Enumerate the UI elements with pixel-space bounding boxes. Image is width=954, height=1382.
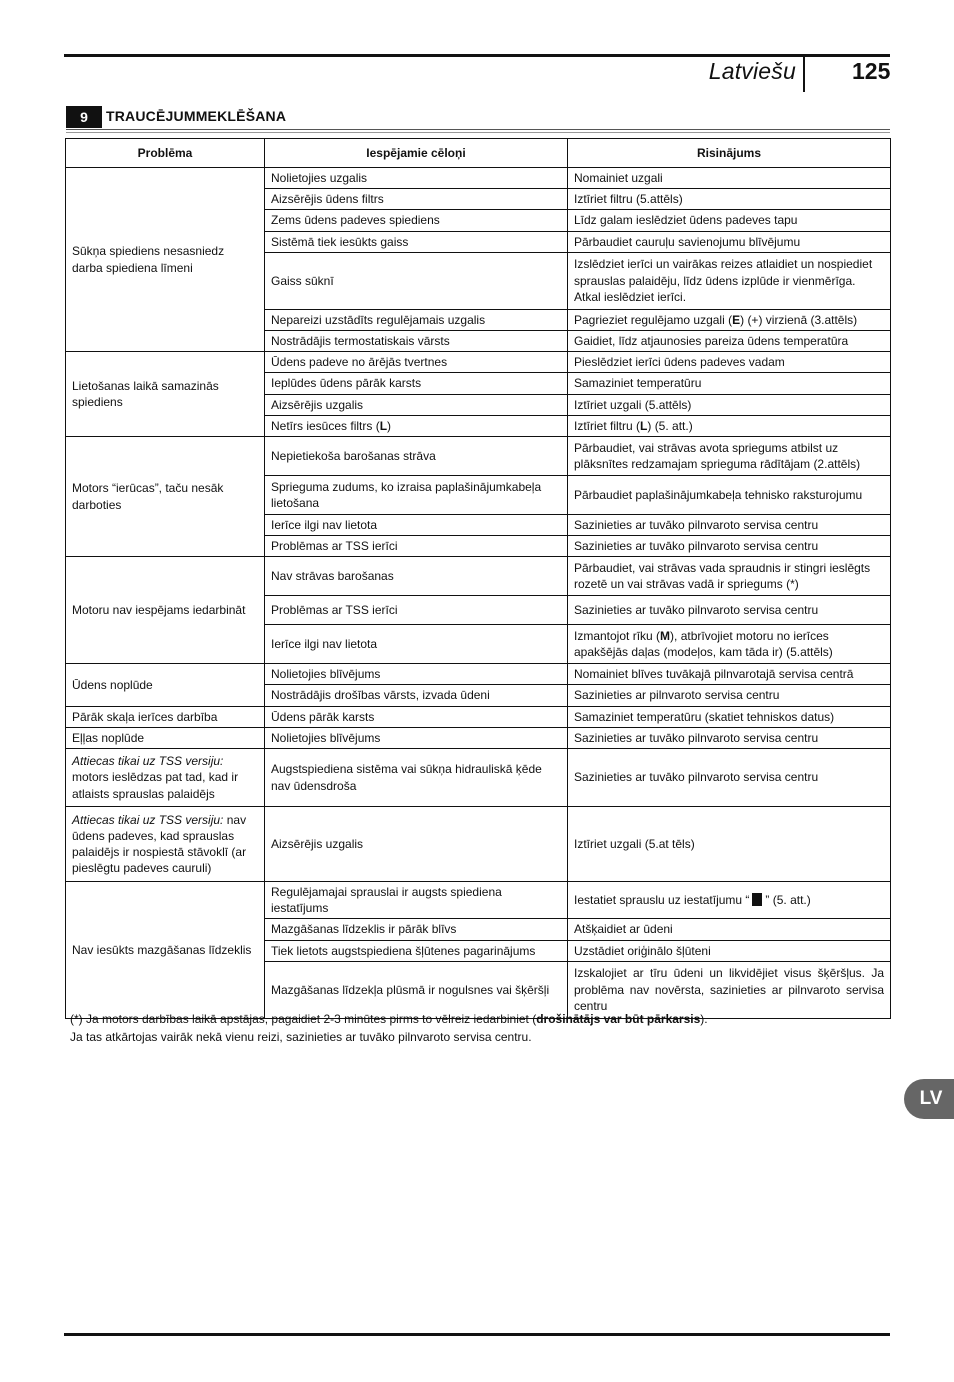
table-row — [66, 664, 891, 685]
problem-cell — [66, 749, 265, 807]
cause-cell: Nostrādājis termostatiskais vārsts — [265, 330, 568, 351]
solution-text: Izmantojot rīku ( — [574, 629, 661, 644]
section-rule-secondary — [66, 132, 890, 133]
table-row — [66, 706, 891, 727]
cause-cell — [265, 415, 568, 436]
cause-cell: Nolietojies blīvējums — [265, 664, 568, 685]
footnote-text: (*) Ja motors darbības laikā apstājas, pagaidiet 2-3 minūtes pirms to vēlreiz iedarbiniet ( — [70, 1012, 537, 1026]
cause-cell: Nolietojies uzgalis — [265, 168, 568, 189]
cause-cell: Aizsērējis ūdens filtrs — [265, 189, 568, 210]
solution-text-end: ) (+) virzienā (3.attēls) — [740, 312, 858, 327]
table-body — [66, 168, 891, 1019]
solution-cell: Pārbaudiet paplašinājumkabeļa tehnisko raksturojumu — [568, 475, 891, 514]
solution-cell: Iztīriet uzgali (5.at tēls) — [568, 807, 891, 882]
table-row — [66, 352, 891, 373]
solution-cell: Līdz galam ieslēdziet ūdens padeves tapu — [568, 210, 891, 231]
solution-cell: Atšķaidiet ar ūdeni — [568, 919, 891, 940]
table-row — [66, 807, 891, 882]
solution-text: Iztīriet filtru ( — [574, 418, 641, 433]
header-language: Latviešu — [708, 58, 796, 84]
solution-bold-ref: M — [660, 629, 671, 644]
cause-cell: Mazgāšanas līdzekļa plūsmā ir nogulsnes vai šķēršļi — [265, 961, 568, 1018]
cause-text: Netīrs iesūces filtrs ( — [271, 418, 380, 433]
cause-cell: Nolietojies blīvējums — [265, 727, 568, 748]
solution-cell: Uzstādiet oriģinālo šļūteni — [568, 940, 891, 961]
problem-qualifier: Attiecas tikai uz TSS versiju: — [72, 812, 224, 827]
solution-cell: Nomainiet blīves tuvākajā pilnvarotajā servisa centrā — [568, 664, 891, 685]
cause-cell: Aizsērējis uzgalis — [265, 807, 568, 882]
solution-cell: Pārbaudiet, vai strāvas vada spraudnis ir stingri ieslēgts rozetē un vai strāvas vadā ir spriegums (*) — [568, 557, 891, 596]
cause-cell: Nepareizi uzstādīts regulējamais uzgalis — [265, 309, 568, 330]
solution-cell: Pieslēdziet ierīci ūdens padeves vadam — [568, 352, 891, 373]
solution-cell: Sazinieties ar tuvāko pilnvaroto servisa centru — [568, 596, 891, 625]
page-number: 125 — [852, 58, 891, 84]
table-row — [66, 557, 891, 596]
cause-cell: Ūdens padeve no ārējās tvertnes — [265, 352, 568, 373]
problem-cell: Motors “ierūcas”, taču nesāk darboties — [66, 436, 265, 556]
solution-cell: Sazinieties ar tuvāko pilnvaroto servisa centru — [568, 727, 891, 748]
solution-cell: Iztīriet uzgali (5.attēls) — [568, 394, 891, 415]
solution-cell: Iztīriet filtru (5.attēls) — [568, 189, 891, 210]
cause-cell: Nostrādājis drošības vārsts, izvada ūdeni — [265, 685, 568, 706]
section-rule — [66, 129, 890, 130]
table-row — [66, 436, 891, 475]
bottom-rule — [64, 1333, 890, 1336]
cause-cell: Nepietiekoša barošanas strāva — [265, 436, 568, 475]
problem-cell: Pārāk skaļa ierīces darbība — [66, 706, 265, 727]
cause-cell: Gaiss sūknī — [265, 252, 568, 309]
cause-bold-ref: L — [379, 418, 388, 433]
section-title: TRAUCĒJUMMEKLĒŠANA — [106, 108, 287, 124]
cause-cell: Zems ūdens padeves spiediens — [265, 210, 568, 231]
header-cause: Iespējamie cēloņi — [265, 139, 568, 168]
cause-cell: Sistēmā tiek iesūkts gaiss — [265, 231, 568, 252]
table-row — [66, 168, 891, 189]
problem-text: motors ieslēdzas pat tad, kad ir atlaists sprauslas palaidējs — [72, 770, 239, 801]
problem-cell — [66, 807, 265, 882]
cause-cell: Ieplūdes ūdens pārāk karsts — [265, 373, 568, 394]
cause-cell: Regulējamajai sprauslai ir augsts spiediena iestatījums — [265, 882, 568, 919]
footnote-line-2: Ja tas atkārtojas vairāk nekā vienu reizi, sazinieties ar tuvāko pilnvaroto servisa centru. — [70, 1030, 532, 1044]
language-tab: LV — [904, 1079, 954, 1119]
problem-text: nav ūdens padeves, kad sprauslas palaidējs ir nospiestā stāvoklī (ar pieslēgtu padeves cauruli) — [72, 812, 247, 876]
cause-cell: Ierīce ilgi nav lietota — [265, 625, 568, 664]
cause-cell: Problēmas ar TSS ierīci — [265, 596, 568, 625]
solution-cell: Izslēdziet ierīci un vairākas reizes atlaidiet un nospiediet sprauslas palaidēju, līdz ūdens izplūde ir vienmērīga. Atkal ieslēdziet ierīci. — [568, 252, 891, 309]
table-row — [66, 882, 891, 919]
solution-cell: Sazinieties ar tuvāko pilnvaroto servisa centru — [568, 536, 891, 557]
solution-cell: Samaziniet temperatūru (skatiet tehniskos datus) — [568, 706, 891, 727]
cause-cell: Nav strāvas barošanas — [265, 557, 568, 596]
problem-cell: Eļļas noplūde — [66, 727, 265, 748]
solution-cell: Sazinieties ar tuvāko pilnvaroto servisa centru — [568, 514, 891, 535]
footnote-line-1 — [70, 1010, 890, 1028]
solution-cell: Sazinieties ar tuvāko pilnvaroto servisa centru — [568, 749, 891, 807]
solution-cell: Samaziniet temperatūru — [568, 373, 891, 394]
problem-cell: Nav iesūkts mazgāšanas līdzeklis — [66, 882, 265, 1019]
solution-cell: Izskalojiet ar tīru ūdeni un likvidējiet visus šķēršļus. Ja problēma nav novērsta, sazinieties ar pilnvaroto servisa centru — [568, 961, 891, 1018]
solution-cell: Sazinieties ar pilnvaroto servisa centru — [568, 685, 891, 706]
problem-cell: Ūdens noplūde — [66, 664, 265, 706]
section-heading — [66, 106, 890, 130]
cause-cell: Aizsērējis uzgalis — [265, 394, 568, 415]
solution-cell — [568, 309, 891, 330]
solution-text-end: ), atbrīvojiet motoru no ierīces apakšējās daļas (modeļos, kam tāda ir) (5.attēls) — [574, 629, 833, 660]
table-row — [66, 749, 891, 807]
cause-cell: Tiek lietots augstspiediena šļūtenes pagarinājums — [265, 940, 568, 961]
footnote-bold: drošinātājs var būt pārkarsis — [536, 1012, 701, 1026]
solution-text-end: ) (5. att.) — [647, 418, 693, 433]
footnote — [70, 1010, 890, 1046]
solution-bold-ref: L — [640, 418, 648, 433]
table-header-row — [66, 139, 891, 168]
solution-cell: Nomainiet uzgali — [568, 168, 891, 189]
solution-cell — [568, 625, 891, 664]
cause-text-end: ) — [387, 418, 392, 433]
solution-cell — [568, 882, 891, 919]
problem-cell: Sūkņa spiediens nesasniedz darba spiediena līmeni — [66, 168, 265, 352]
cause-cell: Problēmas ar TSS ierīci — [265, 536, 568, 557]
cause-cell: Mazgāšanas līdzeklis ir pārāk blīvs — [265, 919, 568, 940]
cause-cell: Augstspiediena sistēma vai sūkņa hidrauliskā ķēde nav ūdensdroša — [265, 749, 568, 807]
black-block-icon — [752, 893, 762, 906]
solution-cell: Pārbaudiet cauruļu savienojumu blīvējumu — [568, 231, 891, 252]
header-problem: Problēma — [66, 139, 265, 168]
problem-cell: Lietošanas laikā samazinās spiediens — [66, 352, 265, 437]
solution-cell — [568, 415, 891, 436]
cause-cell: Ūdens pārāk karsts — [265, 706, 568, 727]
cause-cell: Sprieguma zudums, ko izraisa paplašinājumkabeļa lietošana — [265, 475, 568, 514]
solution-text-end: ” (5. att.) — [765, 893, 811, 908]
footnote-text-end: ). — [700, 1012, 708, 1026]
top-rule — [64, 54, 890, 57]
header-separator — [803, 56, 805, 92]
solution-bold-ref: E — [732, 312, 741, 327]
problem-cell: Motoru nav iespējams iedarbināt — [66, 557, 265, 664]
header-solution: Risinājums — [568, 139, 891, 168]
solution-text: Pagrieziet regulējamo uzgali ( — [574, 312, 733, 327]
solution-cell: Pārbaudiet, vai strāvas avota spriegums atbilst uz plāksnītes redzamajam sprieguma rādītājam (2.attēls) — [568, 436, 891, 475]
troubleshooting-table — [65, 138, 891, 1019]
table-row — [66, 727, 891, 748]
cause-cell: Ierīce ilgi nav lietota — [265, 514, 568, 535]
problem-qualifier: Attiecas tikai uz TSS versiju: — [72, 754, 224, 769]
solution-text: Iestatiet sprauslu uz iestatījumu “ — [574, 893, 750, 908]
solution-cell: Gaidiet, līdz atjaunosies pareiza ūdens temperatūra — [568, 330, 891, 351]
section-number: 9 — [66, 106, 102, 128]
